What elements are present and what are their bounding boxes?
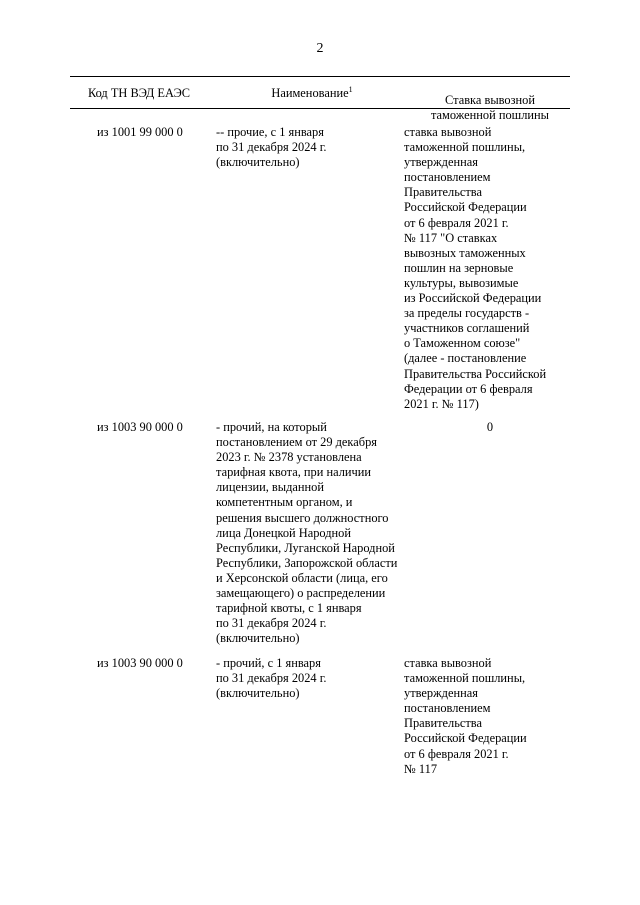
table-row-2-rate: 0 — [486, 420, 494, 434]
table-header-top-rule — [70, 76, 570, 77]
column-header-rate — [412, 78, 568, 123]
column-header-code — [72, 86, 206, 101]
table-row-1-code: из 1001 99 000 0 — [97, 125, 183, 139]
table-row-3-name: - прочий, с 1 января по 31 декабря 2024 г. (включительно) — [216, 656, 327, 701]
table-row-3-rate: ставка вывозной таможенной пошлины, утвержденная постановлением Правительства Российской Федерации от 6 февраля 2021 г. № 117 — [404, 656, 527, 776]
table-row-1-rate: ставка вывозной таможенной пошлины, утвержденная постановлением Правительства Российской Федерации от 6 февраля 2021 г. № 117 "О ставках вывозных таможенных пошлин на зерновые культуры, вывозимые из Российской Федерации за пределы государств - участников соглашений о Таможенном союзе" (далее - постановление Правительства Российской Федерации от 6 февраля 2021 г. № 117) — [404, 125, 547, 411]
table-row-1-name: -- прочие, с 1 января по 31 декабря 2024 г. (включительно) — [216, 125, 327, 170]
table-row-3-code: из 1003 90 000 0 — [97, 656, 183, 670]
footnote-marker: 1 — [348, 85, 353, 94]
column-header-name — [214, 86, 410, 101]
table-row-2-code: из 1003 90 000 0 — [97, 420, 183, 434]
column-header-rate-label: Ставка вывозной таможенной пошлины — [430, 93, 549, 123]
column-header-name-label: Наименование — [271, 86, 349, 100]
page-number: 2 — [316, 41, 324, 56]
column-header-code-label: Код ТН ВЭД ЕАЭС — [87, 86, 191, 100]
table-row-2-name: - прочий, на который постановлением от 29 декабря 2023 г. № 2378 установлена тарифная квота, при наличии лицензии, выданной компетентным органом, и решения высшего должностного лица Донецкой Народной Республики, Луганской Народной Республики, Запорожской области и Херсонской области (лица, его замещающего) о распределении тарифной квоты, с 1 января по 31 декабря 2024 г. (включительно) — [216, 420, 398, 646]
